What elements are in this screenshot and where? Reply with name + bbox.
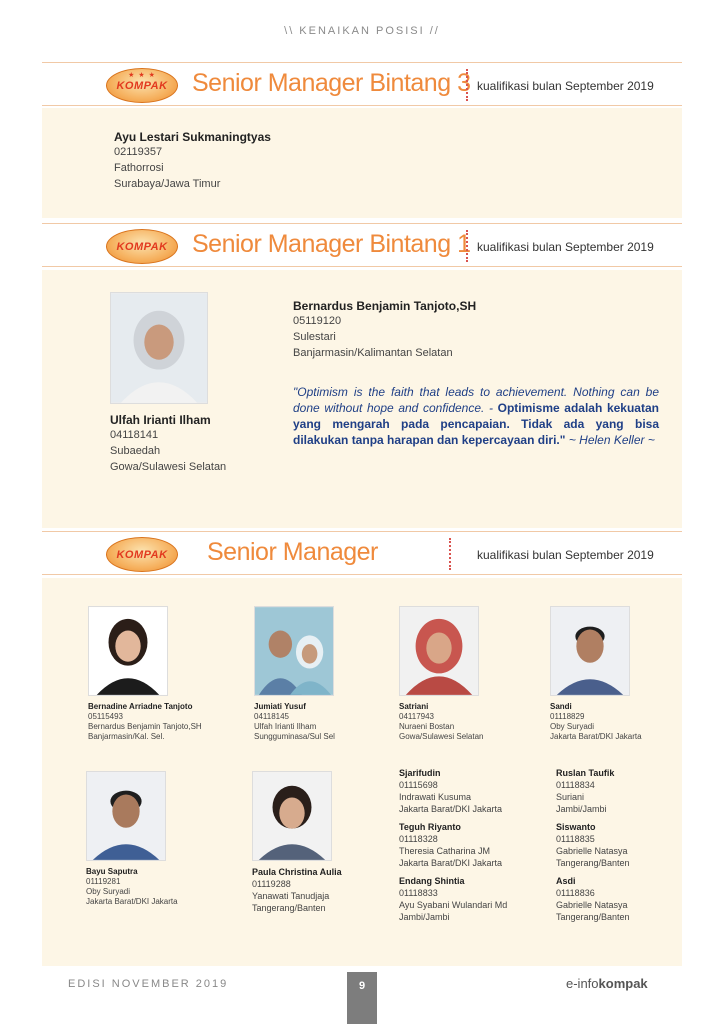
person-location: Sungguminasa/Sul Sel: [254, 732, 335, 741]
person-name: Siswanto: [556, 822, 596, 832]
person-name: Ayu Lestari Sukmaningtyas: [114, 130, 271, 144]
sm3-panel: [42, 108, 682, 218]
list-item: [556, 767, 676, 815]
quote-english: "Optimism is the faith that leads to achievement. Nothing can be done without hope and confidence. -: [293, 385, 659, 415]
person-location: Jakarta Barat/DKI Jakarta: [399, 804, 503, 814]
person-id: 04118141: [110, 429, 159, 441]
edition-label: EDISI NOVEMBER 2019: [68, 978, 229, 990]
person-id: 05115493: [88, 712, 123, 721]
person-sponsor: Gabrielle Natasya: [556, 900, 628, 910]
person-id: 01115698: [399, 780, 438, 790]
brand-wordmark: [566, 976, 648, 991]
person-sponsor: Oby Suryadi: [550, 722, 595, 731]
person-sponsor: Nuraeni Bostan: [399, 722, 455, 731]
sm3-person: [114, 130, 271, 192]
quote-indonesian: Optimisme adalah kekuatan yang mengarah pada pencapaian. Tidak ada yang bisa dilakukan tanpa harapan dan kepercayaan diri.": [293, 401, 659, 447]
person-sponsor: Ulfah Irianti Ilham: [254, 722, 317, 731]
person-name: Bernardus Benjamin Tanjoto,SH: [293, 299, 477, 313]
quote-author: ~ Helen Keller ~: [568, 433, 655, 447]
list-item: [556, 821, 676, 869]
list-item: [556, 875, 676, 923]
person-name: Bernadine Arriadne Tanjoto: [88, 702, 193, 711]
list-item: [399, 767, 549, 815]
inspiration-quote: [293, 384, 659, 448]
person-name: Teguh Riyanto: [399, 822, 461, 832]
person-location: Jakarta Barat/DKI Jakarta: [86, 897, 178, 906]
person-location: Tangerang/Banten: [556, 912, 630, 922]
person-id: 02119357: [114, 146, 163, 158]
person-location: Jambi/Jambi: [399, 912, 450, 922]
person-id: 01118328: [399, 834, 438, 844]
person-location: Gowa/Sulawesi Selatan: [110, 461, 227, 473]
sm3-qualification: kualifikasi bulan September 2019: [477, 79, 654, 93]
header-divider: [449, 538, 451, 570]
header-divider: [466, 230, 468, 262]
sm-panel: [42, 578, 682, 966]
list-item: [399, 821, 549, 869]
person-id: 01118829: [550, 712, 585, 721]
person-location: Banjarmasin/Kalimantan Selatan: [293, 347, 453, 359]
sm-person-bayu: [86, 866, 236, 907]
sm-title: Senior Manager: [207, 538, 378, 566]
person-name: Paula Christina Aulia: [252, 867, 342, 877]
sm-person-sandi: [550, 701, 680, 742]
person-location: Jakarta Barat/DKI Jakarta: [550, 732, 642, 741]
person-sponsor: Ayu Syabani Wulandari Md: [399, 900, 508, 910]
sm-person-bernadine: [88, 701, 248, 742]
person-id: 01118833: [399, 888, 438, 898]
brand-prefix: e-info: [566, 976, 599, 991]
person-sponsor: Suriani: [556, 792, 585, 802]
person-name: Satriani: [399, 702, 429, 711]
photo-jumiati: [254, 606, 334, 696]
person-id: 01119281: [86, 877, 121, 886]
photo-sandi: [550, 606, 630, 696]
person-id: 04118145: [254, 712, 289, 721]
sm-person-paula: [252, 866, 392, 914]
person-name: Jumiati Yusuf: [254, 702, 306, 711]
person-sponsor: Bernardus Benjamin Tanjoto,SH: [88, 722, 202, 731]
logo-text: KOMPAK: [116, 548, 168, 561]
sm-text-col2: [556, 767, 676, 923]
sm-person-jumiati: [254, 701, 394, 742]
person-sponsor: Subaedah: [110, 445, 161, 457]
person-name: Ulfah Irianti Ilham: [110, 413, 211, 427]
person-sponsor: Theresia Catharina JM: [399, 846, 491, 856]
page-number: 9: [347, 972, 377, 1024]
person-location: Jakarta Barat/DKI Jakarta: [399, 858, 503, 868]
person-location: Tangerang/Banten: [556, 858, 630, 868]
brand-suffix: kompak: [598, 976, 648, 991]
person-location: Gowa/Sulawesi Selatan: [399, 732, 484, 741]
header-divider: [466, 69, 468, 101]
logo-stars: ★ ★ ★: [128, 72, 156, 79]
sm-person-satriani: [399, 701, 539, 742]
sm1-person-left: [110, 413, 226, 475]
person-name: Endang Shintia: [399, 876, 465, 886]
section-heading: \\ KENAIKAN POSISI //: [284, 25, 440, 37]
kompak-logo: [106, 68, 178, 103]
list-item: [399, 875, 549, 923]
person-sponsor: Gabrielle Natasya: [556, 846, 628, 856]
person-name: Sjarifudin: [399, 768, 441, 778]
kompak-logo: [106, 537, 178, 572]
person-sponsor: Yanawati Tanudjaja: [252, 891, 330, 901]
person-sponsor: Indrawati Kusuma: [399, 792, 472, 802]
person-id: 01118836: [556, 888, 595, 898]
sm-text-col1: [399, 767, 549, 923]
logo-text: KOMPAK: [116, 240, 168, 253]
sm3-header: [42, 62, 682, 106]
photo-satriani: [399, 606, 479, 696]
sm1-title: Senior Manager Bintang 1: [192, 230, 471, 258]
person-sponsor: Fathorrosi: [114, 162, 164, 174]
sm3-title: Senior Manager Bintang 3: [192, 69, 471, 97]
person-location: Tangerang/Banten: [252, 903, 326, 913]
person-id: 05119120: [293, 315, 342, 327]
sm-header: [42, 531, 682, 575]
person-name: Sandi: [550, 702, 572, 711]
person-location: Banjarmasin/Kal. Sel.: [88, 732, 165, 741]
photo-paula: [252, 771, 332, 861]
photo-bernadine: [88, 606, 168, 696]
person-name: Asdi: [556, 876, 576, 886]
logo-text: KOMPAK: [116, 79, 168, 92]
photo-bayu: [86, 771, 166, 861]
person-id: 04117943: [399, 712, 434, 721]
person-id: 01118834: [556, 780, 595, 790]
kompak-logo: [106, 229, 178, 264]
sm1-header: [42, 223, 682, 267]
person-name: Ruslan Taufik: [556, 768, 615, 778]
sm1-panel: [42, 270, 682, 528]
photo-ulfah: [110, 292, 208, 404]
person-name: Bayu Saputra: [86, 867, 138, 876]
person-id: 01118835: [556, 834, 595, 844]
person-location: Surabaya/Jawa Timur: [114, 178, 221, 190]
sm1-person-right: [293, 299, 476, 361]
sm1-qualification: kualifikasi bulan September 2019: [477, 240, 654, 254]
person-sponsor: Sulestari: [293, 331, 336, 343]
sm-qualification: kualifikasi bulan September 2019: [477, 548, 654, 562]
person-sponsor: Oby Suryadi: [86, 887, 131, 896]
person-location: Jambi/Jambi: [556, 804, 607, 814]
person-id: 01119288: [252, 879, 291, 889]
